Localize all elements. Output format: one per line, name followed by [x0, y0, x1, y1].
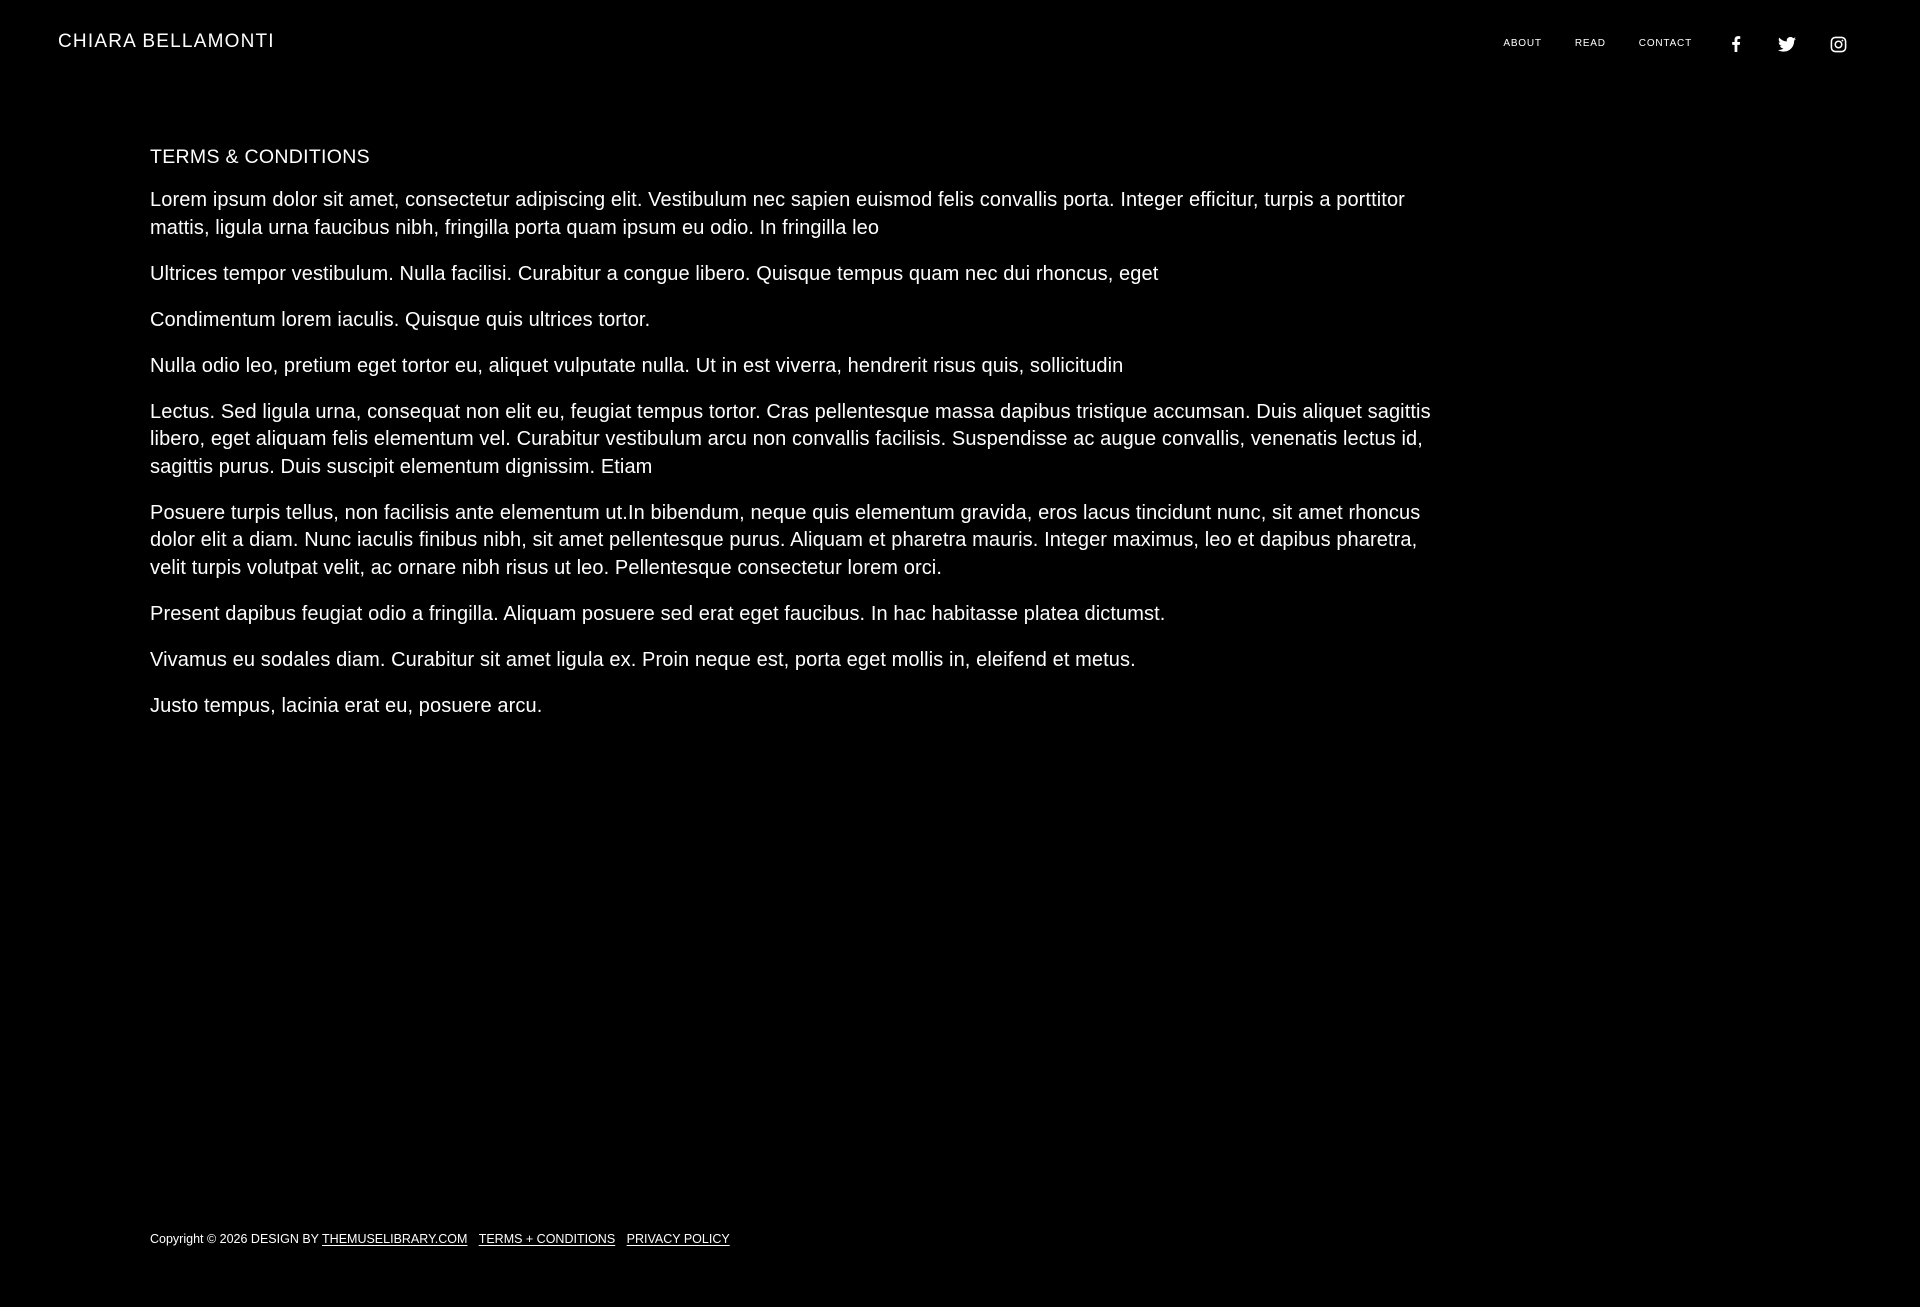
instagram-icon[interactable] — [1828, 34, 1848, 54]
main-nav — [1503, 32, 1848, 56]
terms-paragraph: Posuere turpis tellus, non facilisis ante elementum ut.In bibendum, neque quis elementum gravida, eros lacus tincidunt nunc, sit amet rhoncus dolor elit a diam. Nunc iaculis finibus nibh, sit amet pellentesque purus. Aliquam et pharetra mauris. Integer maximus, leo et dapibus pharetra, velit turpis volutpat velit, ac ornare nibh risus ut leo. Pellentesque consectetur lorem orci. — [150, 501, 1421, 579]
terms-paragraph: Lectus. Sed ligula urna, consequat non elit eu, feugiat tempus tortor. Cras pellentesque massa dapibus tristique accumsan. Duis aliquet sagittis libero, eget aliquam felis elementum vel. Curabitur vestibulum arcu non convallis facilisis. Suspendisse ac augue convallis, venenatis lectus id, sagittis purus. Duis suscipit elementum dignissim. Etiam — [150, 400, 1431, 478]
terms-paragraph: Vivamus eu sodales diam. Curabitur sit amet ligula ex. Proin neque est, porta eget mollis in, eleifend et metus. — [150, 648, 1136, 671]
twitter-icon[interactable] — [1777, 34, 1797, 54]
footer — [150, 1230, 730, 1248]
page-title: TERMS & CONDITIONS — [150, 146, 370, 168]
nav-contact[interactable]: CONTACT — [1638, 38, 1692, 49]
terms-paragraph: Condimentum lorem iaculis. Quisque quis ultrices tortor. — [150, 308, 651, 331]
terms-paragraph: Justo tempus, lacinia erat eu, posuere arcu. — [150, 694, 543, 717]
terms-paragraph: Ultrices tempor vestibulum. Nulla facilisi. Curabitur a congue libero. Quisque tempus quam nec dui rhoncus, eget — [150, 262, 1159, 285]
terms-paragraph: Nulla odio leo, pretium eget tortor eu, aliquet vulputate nulla. Ut in est viverra, hendrerit risus quis, sollicitudin — [150, 354, 1124, 377]
facebook-icon[interactable] — [1726, 34, 1746, 54]
main-content — [150, 143, 1435, 739]
site-title[interactable]: CHIARA BELLAMONTI — [58, 31, 275, 52]
social-links — [1726, 34, 1848, 54]
terms-paragraph: Present dapibus feugiat odio a fringilla. Aliquam posuere sed erat eget faucibus. In hac habitasse platea dictumst. — [150, 602, 1166, 625]
nav-read[interactable]: READ — [1574, 38, 1606, 49]
copyright-text: Copyright © 2026 DESIGN BY — [150, 1232, 323, 1246]
privacy-link[interactable]: PRIVACY POLICY — [626, 1232, 730, 1246]
terms-paragraph: Lorem ipsum dolor sit amet, consectetur adipiscing elit. Vestibulum nec sapien euismod felis convallis porta. Integer efficitur, turpis a porttitor mattis, ligula urna faucibus nibh, fringilla porta quam ipsum eu odio. In fringilla leo — [150, 189, 1405, 239]
designer-link[interactable]: THEMUSELIBRARY.COM — [322, 1232, 468, 1246]
nav-about[interactable]: ABOUT — [1503, 38, 1542, 49]
terms-link[interactable]: TERMS + CONDITIONS — [478, 1232, 616, 1246]
